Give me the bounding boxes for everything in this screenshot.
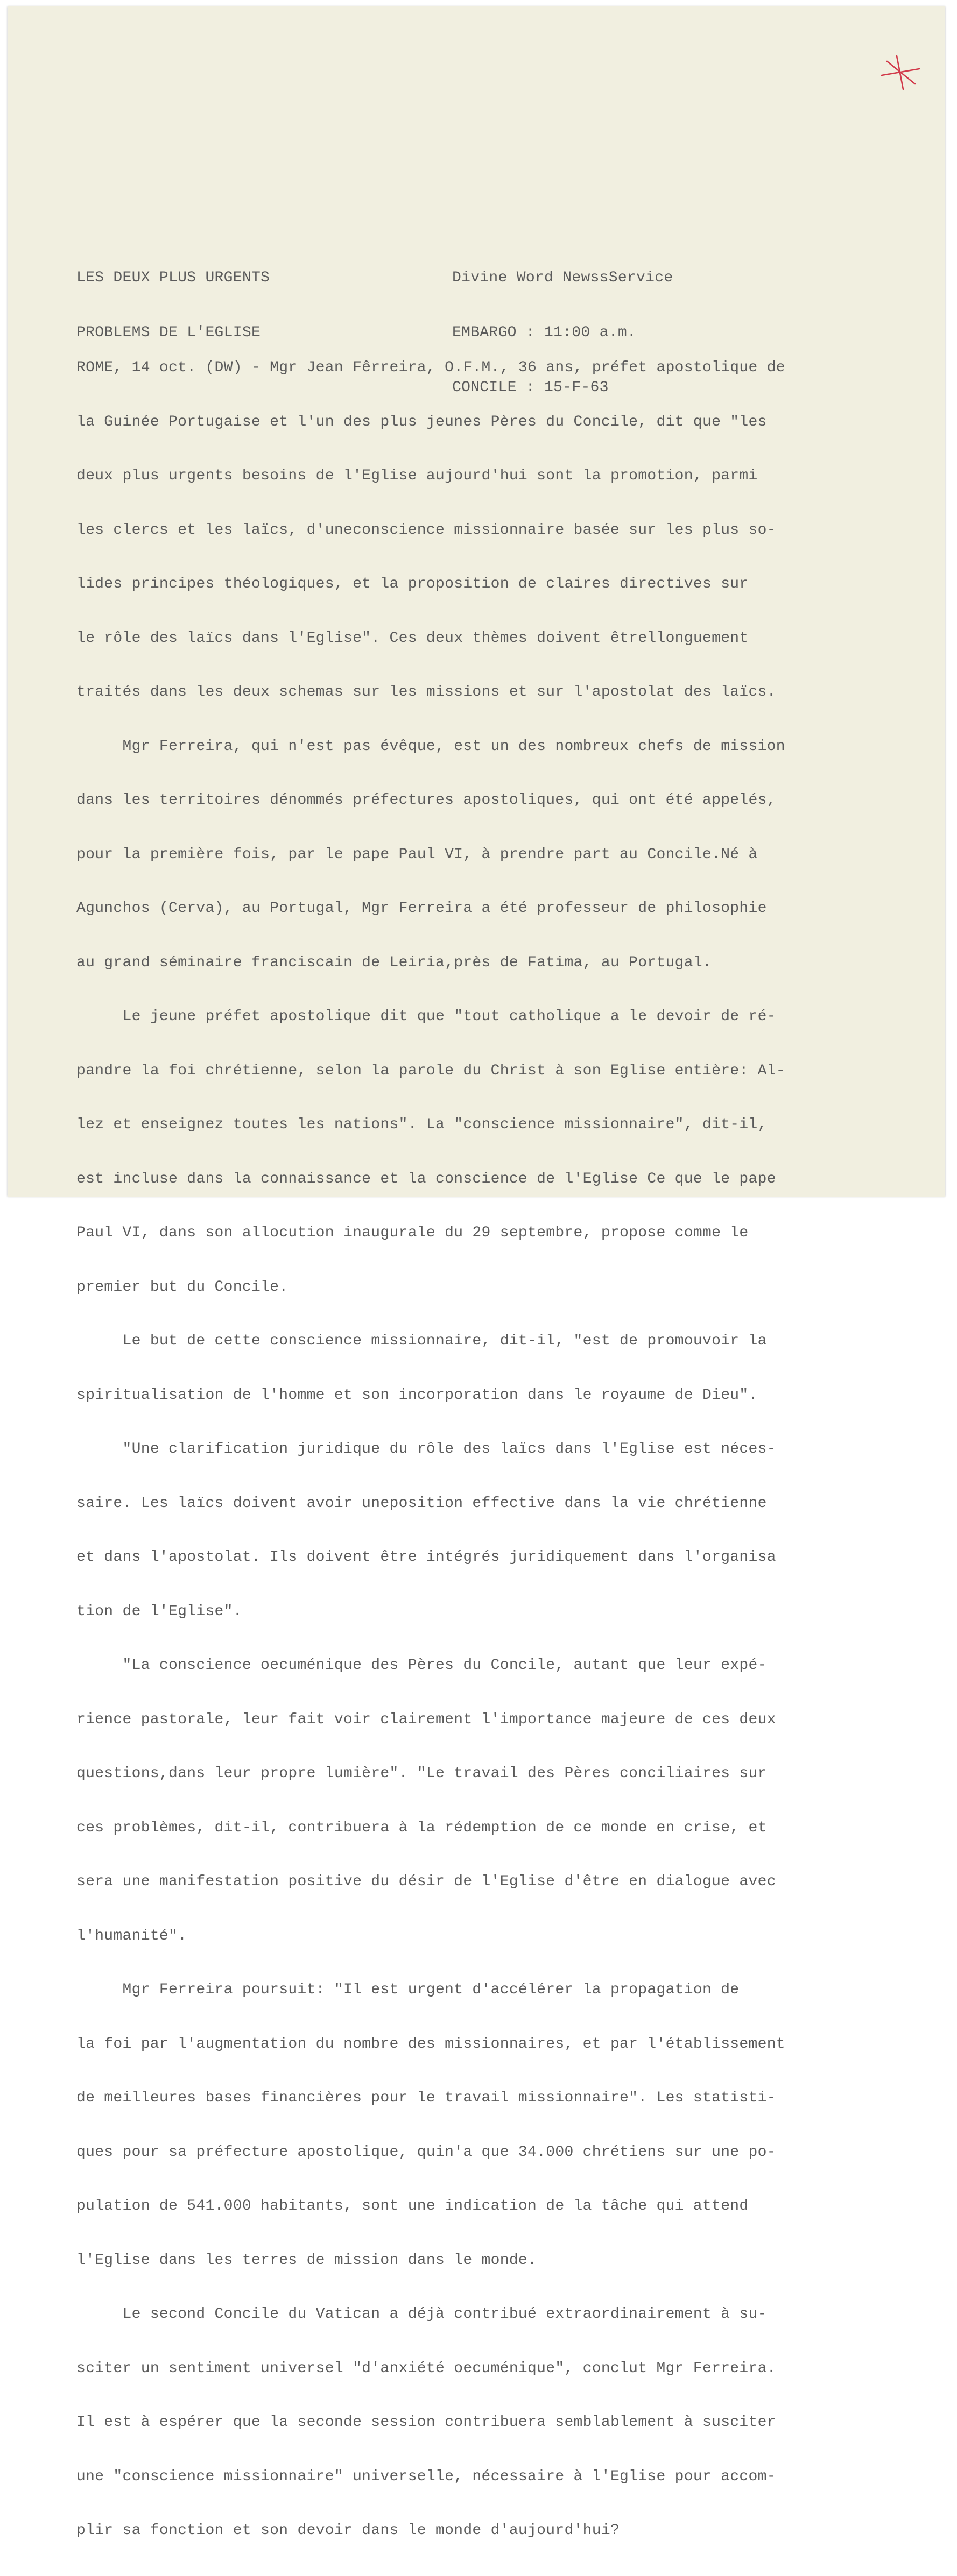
body-line: tion de l'Eglise". [76,1603,242,1620]
body-line: pandre la foi chrétienne, selon la parole du Christ à son Eglise entière: Al- [76,1062,785,1079]
body-line: est incluse dans la connaissance et la conscience de l'Eglise Ce que le pape [76,1170,776,1187]
body-line: Paul VI, dans son allocution inaugurale du 29 septembre, propose comme le [76,1225,749,1241]
body-line: rience pastorale, leur fait voir clairement l'importance majeure de ces deux [76,1711,776,1728]
concile-reference: CONCILE : 15-F-63 [452,379,609,396]
body-line: une "conscience missionnaire" universelle, nécessaire à l'Eglise pour accom- [76,2468,776,2485]
body-line: plir sa fonction et son devoir dans le monde d'aujourd'hui? [76,2522,620,2539]
headline-line: PROBLEMS DE L'EGLISE [76,324,261,341]
body-line: lides principes théologiques, et la proposition de claires directives sur [76,576,749,592]
body-line: pulation de 541.000 habitants, sont une indication de la tâche qui attend [76,2198,749,2214]
body-line: le rôle des laïcs dans l'Eglise". Ces deux thèmes doivent êtrellonguement [76,629,749,647]
body-line: ques pour sa préfecture apostolique, quin'a que 34.000 chrétiens sur une po- [76,2143,776,2161]
body-line: Il est à espérer que la seconde session contribuera semblablement à susciter [76,2414,776,2431]
body-line: et dans l'apostolat. Ils doivent être intégrés juridiquement dans l'organisa [76,1549,776,1566]
body-line: premier but du Concile. [76,1278,288,1296]
body-line: "Une clarification juridique du rôle des laïcs dans l'Eglise est néces- [76,1441,776,1457]
body-line: les clercs et les laïcs, d'uneconscience missionnaire basée sur les plus so- [76,521,776,539]
body-line: spiritualisation de l'homme et son incorporation dans le royaume de Dieu". [76,1386,758,1404]
service-name: Divine Word NewssService [452,270,673,286]
body-line: de meilleures bases financières pour le travail missionnaire". Les statisti- [76,2090,776,2106]
body-line: ces problèmes, dit-il, contribuera à la rédemption de ce monde en crise, et [76,1819,767,1836]
body-line: saire. Les laïcs doivent avoir uneposition effective dans la vie chrétienne [76,1495,767,1512]
body-line: deux plus urgents besoins de l'Eglise aujourd'hui sont la promotion, parmi [76,468,758,484]
body-line: questions,dans leur propre lumière". "Le travail des Pères conciliaires sur [76,1765,767,1782]
body-line: la Guinée Portugaise et l'un des plus jeunes Pères du Concile, dit que "les [76,413,767,430]
body-line: "La conscience oecuménique des Pères du Concile, autant que leur expé- [76,1657,767,1674]
body-line: dans les territoires dénommés préfectures apostoliques, qui ont été appelés, [76,792,776,809]
body-line: Mgr Ferreira, qui n'est pas évêque, est un des nombreux chefs de mission [76,738,785,755]
body-line: Le but de cette conscience missionnaire, dit-il, "est de promouvoir la [76,1333,767,1349]
body-line: Le second Concile du Vatican a déjà contribué extraordinairement à su- [76,2306,767,2323]
body-line: Mgr Ferreira poursuit: "Il est urgent d'accélérer la propagation de [76,1981,740,1998]
body-line: traités dans les deux schemas sur les missions et sur l'apostolat des laïcs. [76,684,776,700]
body-line: pour la première fois, par le pape Paul VI, à prendre part au Concile.Né à [76,846,758,863]
body-line: sera une manifestation positive du désir de l'Eglise d'être en dialogue avec [76,1873,776,1890]
body-line: l'Eglise dans les terres de mission dans le monde. [76,2252,537,2269]
article-body [76,323,785,2576]
body-line: l'humanité". [76,1927,187,1944]
headline-line: LES DEUX PLUS URGENTS [76,270,270,286]
document-page [8,6,945,2539]
body-line: sciter un sentiment universel "d'anxiété oecuménique", conclut Mgr Ferreira. [76,2360,776,2377]
body-line: la foi par l'augmentation du nombre des missionnaires, et par l'établissement [76,2035,785,2053]
body-line: au grand séminaire franciscain de Leiria,près de Fatima, au Portugal. [76,954,712,971]
body-line: ROME, 14 oct. (DW) - Mgr Jean Fêrreira, O.F.M., 36 ans, préfet apostolique de [76,359,785,376]
body-line: lez et enseignez toutes les nations". La "conscience missionnaire", dit-il, [76,1116,767,1133]
asterisk-mark-icon [879,54,921,91]
body-line: Agunchos (Cerva), au Portugal, Mgr Ferreira a été professeur de philosophie [76,900,767,917]
embargo-line: EMBARGO : 11:00 a.m. [452,324,637,341]
body-line: Le jeune préfet apostolique dit que "tout catholique a le devoir de ré- [76,1008,776,1025]
